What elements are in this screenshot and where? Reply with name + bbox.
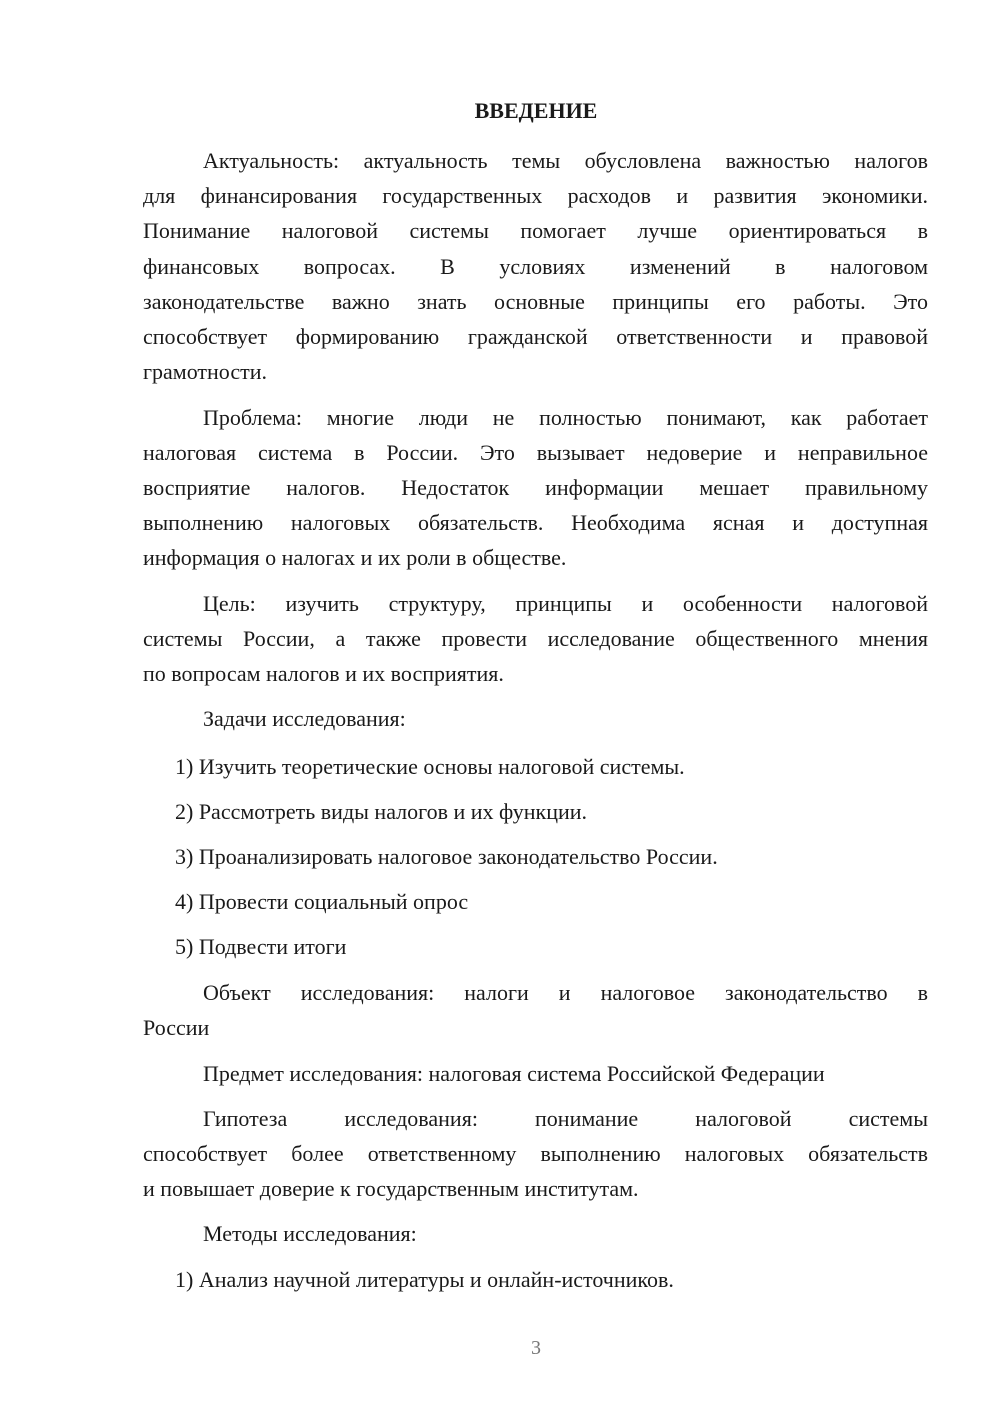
task-item: 5) Подвести итоги	[175, 934, 347, 959]
subject-line: Предмет исследования: налоговая система Российской Федерации	[203, 1061, 825, 1086]
methods-heading: Методы исследования:	[203, 1221, 417, 1246]
hypothesis-line: способствует более ответственному выполнению налоговых обязательств	[143, 1141, 928, 1166]
method-item: 1) Анализ научной литературы и онлайн-источников.	[175, 1267, 674, 1292]
page-title: ВВЕДЕНИЕ	[474, 98, 598, 123]
task-item: 3) Проанализировать налоговое законодательство России.	[175, 844, 718, 869]
relevance-line: финансовых вопросах. В условиях изменений в налоговом	[143, 254, 928, 279]
goal-line: по вопросам налогов и их восприятия.	[143, 661, 504, 686]
problem-line: налоговая система в России. Это вызывает недоверие и неправильное	[143, 440, 928, 465]
relevance-line: для финансирования государственных расходов и развития экономики.	[143, 183, 928, 208]
relevance-line: Понимание налоговой системы помогает лучше ориентироваться в	[143, 218, 928, 243]
relevance-line: законодательстве важно знать основные принципы его работы. Это	[143, 289, 928, 314]
tasks-heading: Задачи исследования:	[203, 706, 406, 731]
task-item: 1) Изучить теоретические основы налоговой системы.	[175, 754, 685, 779]
relevance-line: Актуальность: актуальность темы обусловлена важностью налогов	[203, 148, 928, 173]
object-line: Объект исследования: налоги и налоговое законодательство в	[203, 980, 928, 1005]
goal-line: системы России, а также провести исследование общественного мнения	[143, 626, 928, 651]
relevance-line: грамотности.	[143, 359, 268, 384]
hypothesis-line: и повышает доверие к государственным институтам.	[143, 1176, 639, 1201]
hypothesis-line: Гипотеза исследования: понимание налоговой системы	[203, 1106, 928, 1131]
problem-line: информация о налогах и их роли в обществе.	[143, 545, 567, 570]
goal-line: Цель: изучить структуру, принципы и особенности налоговой	[203, 591, 928, 616]
object-line: России	[143, 1015, 210, 1040]
task-item: 2) Рассмотреть виды налогов и их функции.	[175, 799, 588, 824]
relevance-line: способствует формированию гражданской ответственности и правовой	[143, 324, 928, 349]
page-number: 3	[531, 1337, 541, 1359]
problem-line: Проблема: многие люди не полностью понимают, как работает	[203, 405, 928, 430]
task-item: 4) Провести социальный опрос	[175, 889, 469, 914]
problem-line: выполнению налоговых обязательств. Необходима ясная и доступная	[143, 510, 928, 535]
problem-line: восприятие налогов. Недостаток информации мешает правильному	[143, 475, 928, 500]
